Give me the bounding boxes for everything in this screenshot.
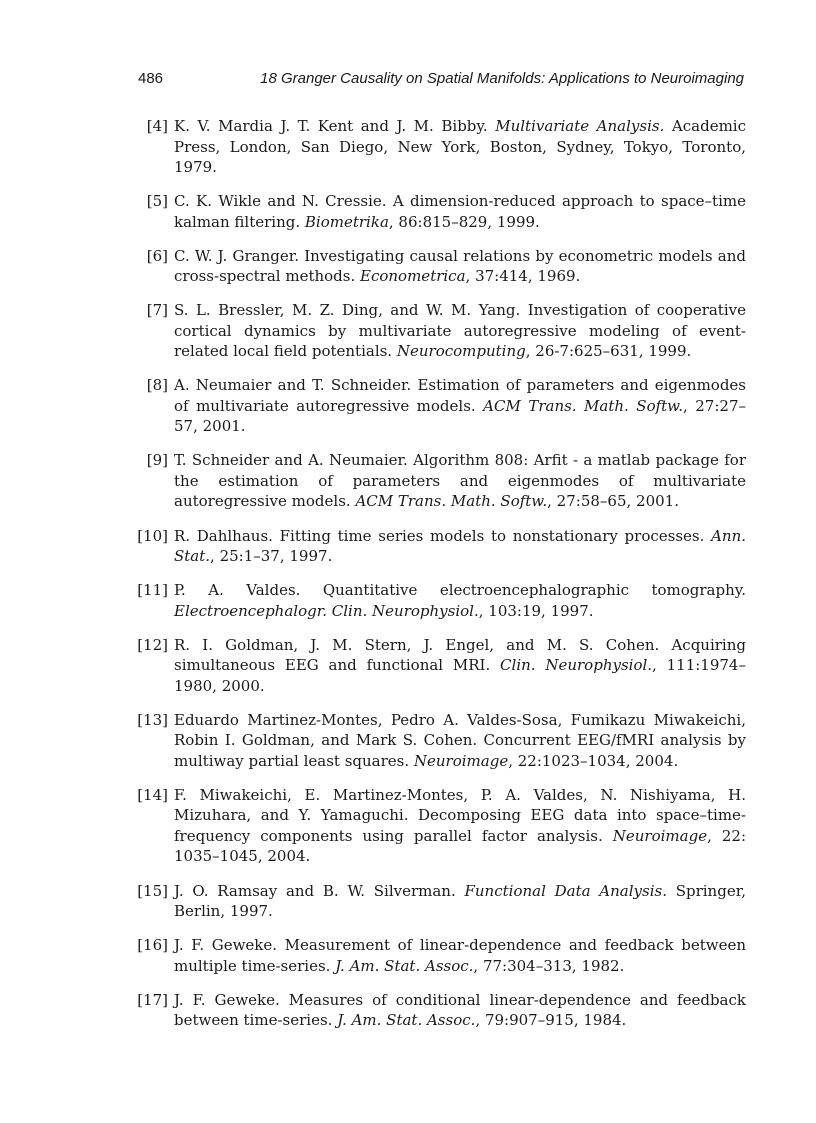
reference-item <box>132 191 746 232</box>
reference-venue: ACM Trans. Math. Softw. <box>355 492 548 511</box>
reference-venue: J. Am. Stat. Assoc. <box>335 956 474 975</box>
reference-number: [8] <box>146 376 168 395</box>
reference-item <box>132 375 746 437</box>
reference-venue: Biometrika <box>304 212 389 231</box>
reference-venue: Neuroimage <box>413 751 509 770</box>
reference-venue: ACM Trans. Math. Softw. <box>483 396 684 415</box>
reference-number: [15] <box>137 881 168 900</box>
reference-item <box>132 635 746 697</box>
reference-authors-title: J. O. Ramsay and B. W. Silverman. <box>174 881 465 900</box>
reference-authors-title: T. Schneider and A. Neumaier. Algorithm 808: Arfit - a matlab package for the estimation of parameters and eigenmodes of multivariate autoregressive models. <box>174 451 746 511</box>
reference-venue: Multivariate Analysis. <box>495 117 665 135</box>
reference-details: , 25:1–37, 1997. <box>210 547 333 566</box>
reference-details: , 103:19, 1997. <box>478 601 594 620</box>
reference-number: [12] <box>137 635 168 654</box>
reference-details: , 27:58–65, 2001. <box>547 492 679 511</box>
reference-number: [7] <box>146 301 168 320</box>
reference-number: [5] <box>146 192 168 211</box>
reference-venue: Electroencephalogr. Clin. Neurophysiol. <box>174 601 479 620</box>
reference-item <box>132 785 746 867</box>
reference-details: , 22: 1035–1045, 2004. <box>174 826 746 866</box>
reference-authors-title: K. V. Mardia J. T. Kent and J. M. Bibby. <box>174 117 496 135</box>
reference-number: [11] <box>137 581 168 600</box>
reference-authors-title: J. F. Geweke. Measurement of linear-dependence and feedback between multiple time-series. <box>174 936 746 975</box>
reference-details: , 111:1974–1980, 2000. <box>174 656 746 695</box>
reference-number: [9] <box>146 451 168 470</box>
reference-number: [10] <box>137 526 168 545</box>
reference-details: , 27:27–57, 2001. <box>174 396 746 436</box>
reference-details: , 86:815–829, 1999. <box>388 212 540 231</box>
reference-item <box>132 580 746 621</box>
page-header <box>138 70 748 92</box>
reference-list <box>132 116 746 1044</box>
reference-number: [6] <box>146 246 168 265</box>
reference-item <box>132 246 746 287</box>
reference-number: [4] <box>146 117 168 135</box>
reference-venue: Neuroimage <box>612 826 708 845</box>
reference-details: , 77:304–313, 1982. <box>473 956 625 975</box>
reference-venue: Ann. Stat. <box>174 526 746 566</box>
reference-item <box>132 300 746 362</box>
reference-authors-title: S. L. Bressler, M. Z. Ding, and W. M. Yang. Investigation of cooperative cortical dynamics by multivariate autoregressive modeling of event-related local field potentials. <box>174 301 746 361</box>
reference-details: Academic Press, London, San Diego, New York, Boston, Sydney, Tokyo, Toronto, 1979. <box>174 117 747 176</box>
reference-authors-title: C. W. J. Granger. Investigating causal relations by econometric models and cross-spectral methods. <box>174 246 746 286</box>
reference-item <box>132 526 746 567</box>
reference-item <box>132 450 746 512</box>
reference-authors-title: C. K. Wikle and N. Cressie. A dimension-reduced approach to space–time kalman filtering. <box>174 192 746 231</box>
reference-details: , 22:1023–1034, 2004. <box>508 751 679 770</box>
reference-number: [17] <box>137 990 168 1009</box>
reference-item <box>132 990 746 1031</box>
running-title: 18 Granger Causality on Spatial Manifolds: Applications to Neuroimaging <box>260 70 744 87</box>
reference-item <box>132 116 746 178</box>
reference-authors-title: A. Neumaier and T. Schneider. Estimation of parameters and eigenmodes of multivariate autoregressive models. <box>174 376 746 415</box>
reference-authors-title: J. F. Geweke. Measures of conditional linear-dependence and feedback between time-series. <box>174 990 746 1030</box>
reference-item <box>132 710 746 772</box>
page-number: 486 <box>138 70 164 87</box>
reference-number: [14] <box>137 785 168 804</box>
reference-authors-title: P. A. Valdes. Quantitative electroencephalographic tomography. <box>174 581 746 600</box>
reference-authors-title: R. Dahlhaus. Fitting time series models to nonstationary processes. <box>174 526 712 545</box>
reference-details: . Springer, Berlin, 1997. <box>174 881 746 921</box>
reference-authors-title: Eduardo Martinez-Montes, Pedro A. Valdes-Sosa, Fumikazu Miwakeichi, Robin I. Goldman, and Mark S. Cohen. Concurrent EEG/fMRI analysis by multiway partial least squares. <box>174 710 746 770</box>
reference-authors-title: R. I. Goldman, J. M. Stern, J. Engel, and M. S. Cohen. Acquiring simultaneous EEG and functional MRI. <box>174 635 746 675</box>
reference-venue: Functional Data Analysis <box>464 881 663 900</box>
reference-details: , 79:907–915, 1984. <box>475 1011 627 1030</box>
reference-number: [16] <box>137 936 168 955</box>
reference-details: , 26-7:625–631, 1999. <box>525 342 692 361</box>
reference-venue: Neurocomputing <box>396 342 526 361</box>
reference-number: [13] <box>137 710 168 729</box>
reference-venue: Clin. Neurophysiol. <box>500 656 653 675</box>
reference-venue: Econometrica <box>360 267 466 286</box>
reference-venue: J. Am. Stat. Assoc. <box>337 1011 476 1030</box>
reference-authors-title: F. Miwakeichi, E. Martinez-Montes, P. A. Valdes, N. Nishiyama, H. Mizuhara, and Y. Yamaguchi. Decomposing EEG data into space–time-frequency components using parallel factor analysis. <box>174 785 746 845</box>
reference-details: , 37:414, 1969. <box>465 267 581 286</box>
reference-item <box>132 935 746 976</box>
reference-item <box>132 881 746 922</box>
